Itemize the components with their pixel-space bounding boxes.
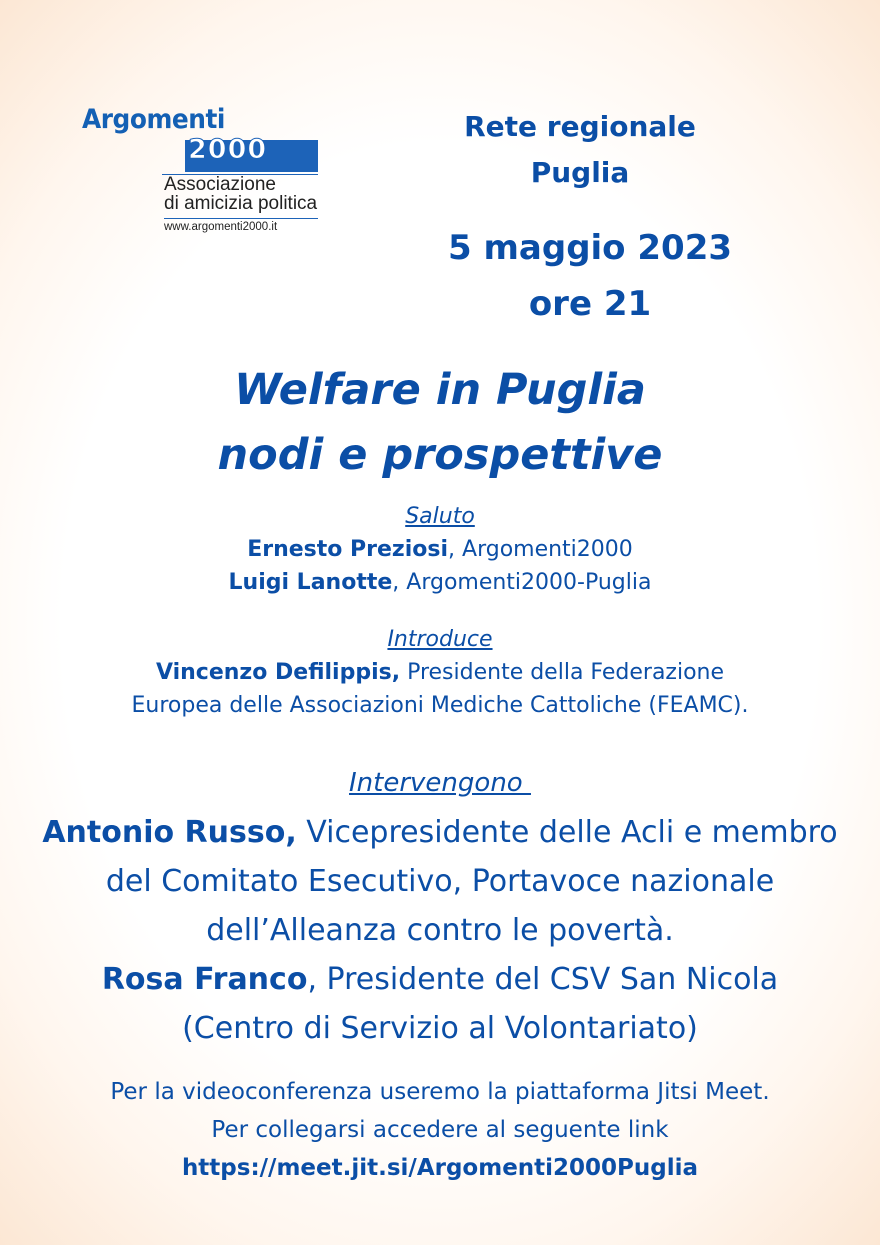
intervengono-label-wrap: [0, 763, 880, 803]
logo-tagline: [164, 175, 317, 213]
introduce-speaker-role: Presidente della Federazione: [400, 660, 725, 685]
network-line1: Rete regionale: [464, 110, 696, 143]
speaker-russo: [0, 808, 880, 857]
footer-line1: Per la videoconferenza useremo la piattaforma Jitsi Meet.: [110, 1079, 770, 1105]
introduce-section: [0, 623, 880, 722]
argomenti2000-logo: [80, 104, 320, 234]
footer-info: [0, 1073, 880, 1187]
event-title-line1: Welfare in Puglia: [234, 365, 646, 415]
footer-line2: Per collegarsi accedere al seguente link: [211, 1117, 669, 1143]
speaker-franco-role: , Presidente del CSV San Nicola: [307, 962, 779, 997]
introduce-speaker-name: Vincenzo Defilippis,: [155, 660, 401, 685]
speaker-franco-name: Rosa Franco: [101, 962, 308, 997]
intervengono-label: Intervengono: [349, 768, 531, 798]
event-date: [400, 220, 780, 332]
intervengono-section: [0, 808, 880, 1053]
logo-rule: [164, 218, 318, 219]
saluto-speaker-name: Ernesto Preziosi: [247, 537, 449, 562]
saluto-speaker: [0, 533, 880, 566]
saluto-speaker: [0, 566, 880, 599]
saluto-speaker-role: , Argomenti2000-Puglia: [392, 570, 652, 595]
speaker-russo-role-cont: dell’Alleanza contro le povertà.: [206, 913, 674, 948]
meeting-link[interactable]: https://meet.jit.si/Argomenti2000Puglia: [181, 1155, 699, 1181]
saluto-label: Saluto: [405, 504, 475, 529]
introduce-label: Introduce: [387, 627, 493, 652]
event-date-time: ore 21: [528, 284, 652, 324]
saluto-speaker-name: Luigi Lanotte: [228, 570, 393, 595]
speaker-russo-role-cont: del Comitato Esecutivo, Portavoce nazionale: [105, 864, 775, 899]
speaker-franco-role-cont: (Centro di Servizio al Volontariato): [182, 1011, 698, 1046]
logo-year: 2000: [188, 134, 268, 165]
speaker-russo-role: Vicepresidente delle Acli e membro: [296, 815, 838, 850]
network-heading: [400, 104, 760, 196]
logo-name: Argomenti: [82, 104, 225, 135]
logo-url: www.argomenti2000.it: [164, 221, 278, 233]
introduce-speaker-role-cont: Europea delle Associazioni Mediche Cattoliche (FEAMC).: [131, 693, 749, 718]
network-line2: Puglia: [530, 156, 630, 189]
saluto-section: [0, 500, 880, 599]
speaker-franco: [0, 955, 880, 1004]
saluto-speaker-role: , Argomenti2000: [448, 537, 633, 562]
event-title-line2: nodi e prospettive: [217, 430, 663, 480]
event-date-day: 5 maggio 2023: [447, 228, 733, 268]
logo-tagline-line2: di amicizia politica: [164, 193, 318, 214]
introduce-speaker: [0, 656, 880, 689]
logo-tagline-line1: Associazione: [164, 174, 276, 195]
event-title: [0, 358, 880, 488]
speaker-russo-name: Antonio Russo,: [42, 815, 297, 850]
